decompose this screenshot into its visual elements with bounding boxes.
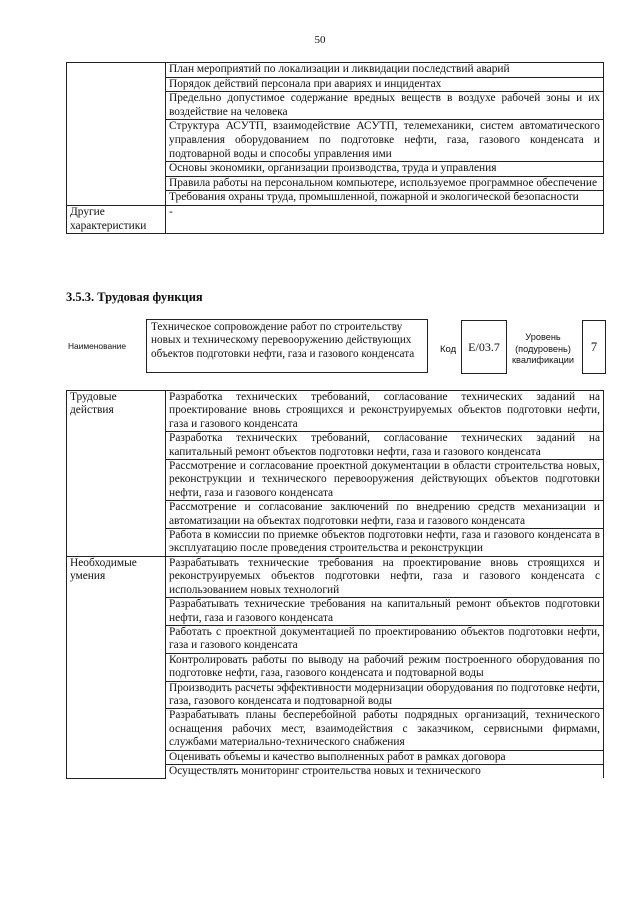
- qualification-level-label: Уровень (подуровень) квалификации: [512, 332, 574, 365]
- row-item-cell: Разработка технических требований, согласование технических заданий на капитальный ремонт объектов подготовки нефти, газа и газового конденсата: [166, 432, 604, 460]
- row-item-cell: Предельно допустимое содержание вредных веществ в воздухе рабочей зоны и их воздействие на человека: [166, 92, 604, 120]
- row-item-cell: Основы экономики, организации производства, труда и управления: [166, 162, 604, 177]
- row-item-cell: Производить расчеты эффективности модернизации оборудования по подготовке нефти, газа, газового конденсата и подтоварной воды: [166, 681, 604, 709]
- row-item-cell: Порядок действий персонала при авариях и инцидентах: [166, 77, 604, 92]
- section-heading: 3.5.3. Трудовая функция: [66, 290, 203, 304]
- function-name-box: [146, 319, 428, 373]
- row-item-cell: Разрабатывать планы бесперебойной работы подрядных организаций, технического оснащения рабочих мест, взаимодействия с заказчиком, сервисными фирмами, службами материально-технического снабжения: [166, 709, 604, 750]
- table-row: [67, 391, 604, 432]
- row-item-cell: Работа в комиссии по приемке объектов подготовки нефти, газа и газового конденсата в эксплуатацию после проведения строительства и реконструкции: [166, 529, 604, 557]
- row-item-cell: Разрабатывать технические требования на проектирование вновь строящихся и реконструируемых объектов подготовки нефти, газа и газового конденсата с использованием новых технологий: [166, 556, 604, 597]
- row-item-cell: -: [166, 205, 604, 233]
- row-label-cell: Необходимые умения: [67, 556, 166, 778]
- page-number: 50: [314, 34, 326, 46]
- row-item-cell: План мероприятий по локализации и ликвидации последствий аварий: [166, 63, 604, 78]
- row-item-cell: Рассмотрение и согласование заключений по внедрению средств механизации и автоматизации на объектах подготовки нефти, газа и газового конденсата: [166, 501, 604, 529]
- row-label-cell: [67, 63, 166, 206]
- row-item-cell: Работать с проектной документацией по проектированию объектов подготовки нефти, газа и газового конденсата: [166, 625, 604, 653]
- function-code-value: E/03.7: [468, 339, 500, 354]
- table-row: [67, 556, 604, 597]
- row-item-cell: Требования охраны труда, промышленной, пожарной и экологической безопасности: [166, 191, 604, 206]
- qualification-level-value: 7: [590, 339, 598, 354]
- row-item-cell: Структура АСУТП, взаимодействие АСУТП, телемеханики, систем автоматического управления оборудованием по подготовке нефти, газа, газового конденсата и подтоварной воды и способы управления ими: [166, 120, 604, 162]
- table-row: [67, 63, 604, 78]
- row-item-cell: Рассмотрение и согласование проектной документации в области строительства новых, реконструкции и технического перевооружения действующих объектов подготовки нефти, газа и газового конденсата: [166, 460, 604, 501]
- table-row: [67, 205, 604, 233]
- function-code-label: Код: [440, 344, 457, 355]
- function-name-text: Техническое сопровождение работ по строительству новых и техническому перевооружению действующих объектов подготовки нефти, газа и газового конденсата: [151, 321, 415, 360]
- row-item-cell: Разрабатывать технические требования на капитальный ремонт объектов подготовки нефти, газа и газового конденсата: [166, 598, 604, 626]
- row-label-cell: Трудовые действия: [67, 391, 166, 557]
- knowledge-table: [66, 62, 604, 234]
- row-item-cell: Разработка технических требований, согласование технических заданий на проектирование вновь строящихся и реконструируемых объектов подготовки нефти, газа и газового конденсата: [166, 391, 604, 432]
- row-item-cell: Оценивать объемы и качество выполненных работ в рамках договора: [166, 750, 604, 764]
- row-item-cell: Правила работы на персональном компьютере, используемое программное обеспечение: [166, 176, 604, 191]
- row-item-cell: Осуществлять мониторинг строительства новых и технического: [166, 764, 604, 778]
- function-name-label: Наименование: [68, 341, 127, 351]
- function-code-box: [461, 320, 507, 374]
- row-item-cell: Контролировать работы по выводу на рабочий режим построенного оборудования по подготовке нефти, газа, газового конденсата и подтоварной воды: [166, 653, 604, 681]
- qualification-level-box: [582, 320, 606, 374]
- labor-function-table: [66, 390, 604, 779]
- row-label-cell: Другие характеристики: [67, 205, 166, 233]
